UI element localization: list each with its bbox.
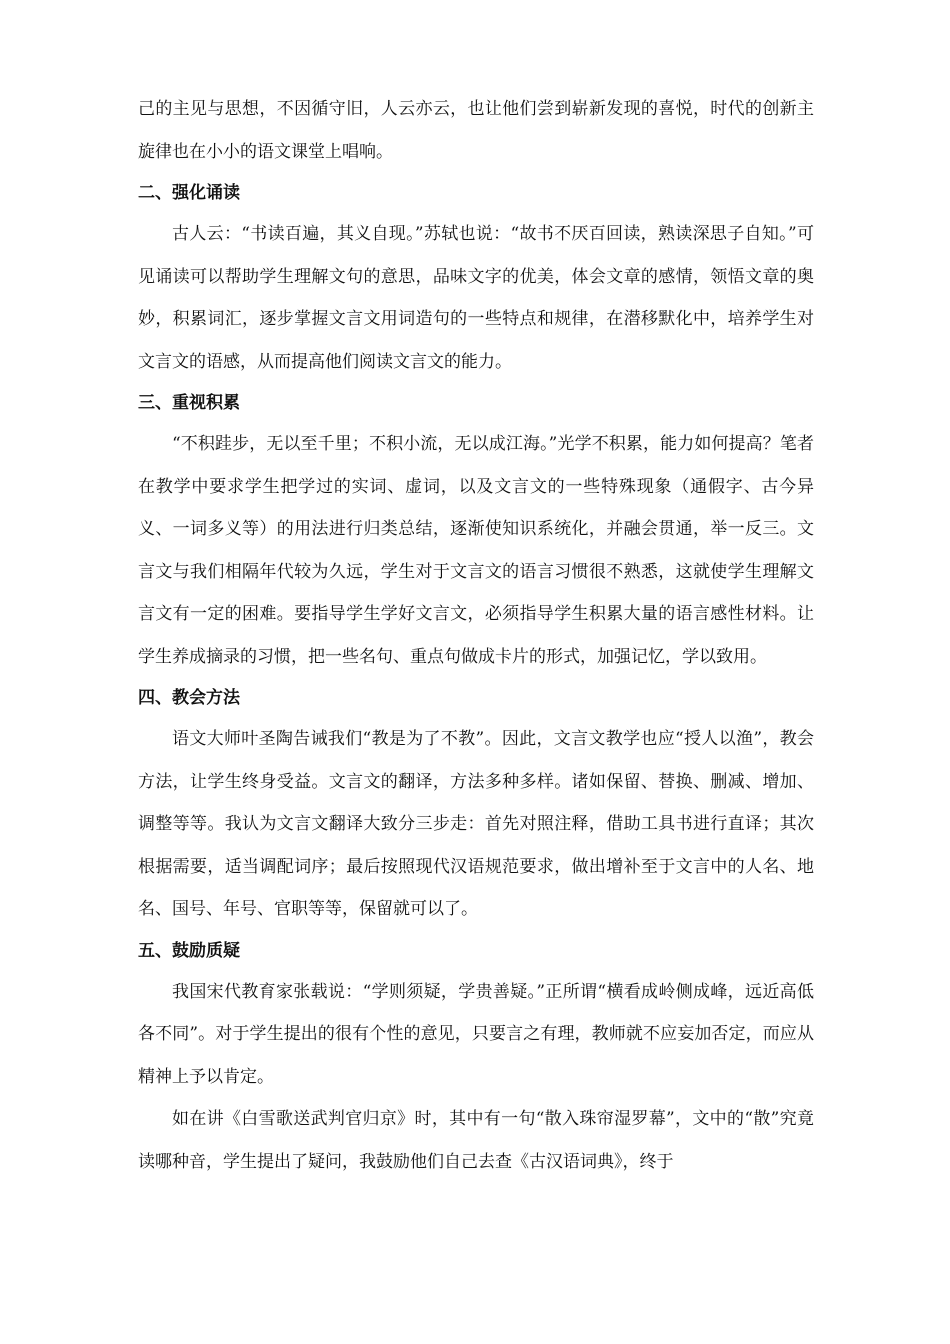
section-heading-2: 二、强化诵读 (138, 183, 240, 203)
paragraph-methods: 语文大师叶圣陶告诫我们“教是为了不教”。因此，文言文教学也应“授人以渔”，教会方法，让学生终身受益。文言文的翻译，方法多种多样。诸如保留、替换、删减、增加、调整等等。我认为文言文翻译大致分三步走：首先对照注释，借助工具书进行直译；其次根据需要，适当调配词序；最后按照现代汉语规范要求，做出增补至于文言中的人名、地名、国号、年号、官职等等，保留就可以了。 (138, 729, 814, 919)
paragraph-recitation: 古人云：“书读百遍，其义自现。”苏轼也说：“故书不厌百回读，熟读深思子自知。”可见诵读可以帮助学生理解文句的意思，品味文字的优美，体会文章的感情，领悟文章的奥妙，积累词汇，逐步掌握文言文用词造句的一些特点和规律，在潜移默化中，培养学生对文言文的语感，从而提高他们阅读文言文的能力。 (138, 224, 814, 372)
paragraph-example: 如在讲《白雪歌送武判官归京》时，其中有一句“散入珠帘湿罗幕”，文中的“散”究竟读哪种音，学生提出了疑问，我鼓励他们自己去查《古汉语词典》，终于 (138, 1109, 814, 1172)
section-heading-3: 三、重视积累 (138, 393, 240, 413)
section-heading-5: 五、鼓励质疑 (138, 940, 240, 961)
paragraph-continuation: 己的主见与思想，不因循守旧，人云亦云，也让他们尝到崭新发现的喜悦，时代的创新主旋律也在小小的语文课堂上唱响。 (138, 99, 814, 162)
section-heading-4: 四、教会方法 (138, 688, 240, 708)
document-page (138, 88, 814, 1183)
paragraph-questioning: 我国宋代教育家张载说：“学则须疑，学贵善疑。”正所谓“横看成岭侧成峰，远近高低各不同”。对于学生提出的很有个性的意见，只要言之有理，教师就不应妄加否定，而应从精神上予以肯定。 (138, 981, 814, 1087)
paragraph-accumulation: “不积跬步，无以至千里；不积小流，无以成江海。”光学不积累，能力如何提高？笔者在教学中要求学生把学过的实词、虚词，以及文言文的一些特殊现象（通假字、古今异义、一词多义等）的用法进行归类总结，逐渐使知识系统化，并融会贯通，举一反三。文言文与我们相隔年代较为久远，学生对于文言文的语言习惯很不熟悉，这就使学生理解文言文有一定的困难。要指导学生学好文言文，必须指导学生积累大量的语言感性材料。让学生养成摘录的习惯，把一些名句、重点句做成卡片的形式，加强记忆，学以致用。 (138, 434, 814, 667)
